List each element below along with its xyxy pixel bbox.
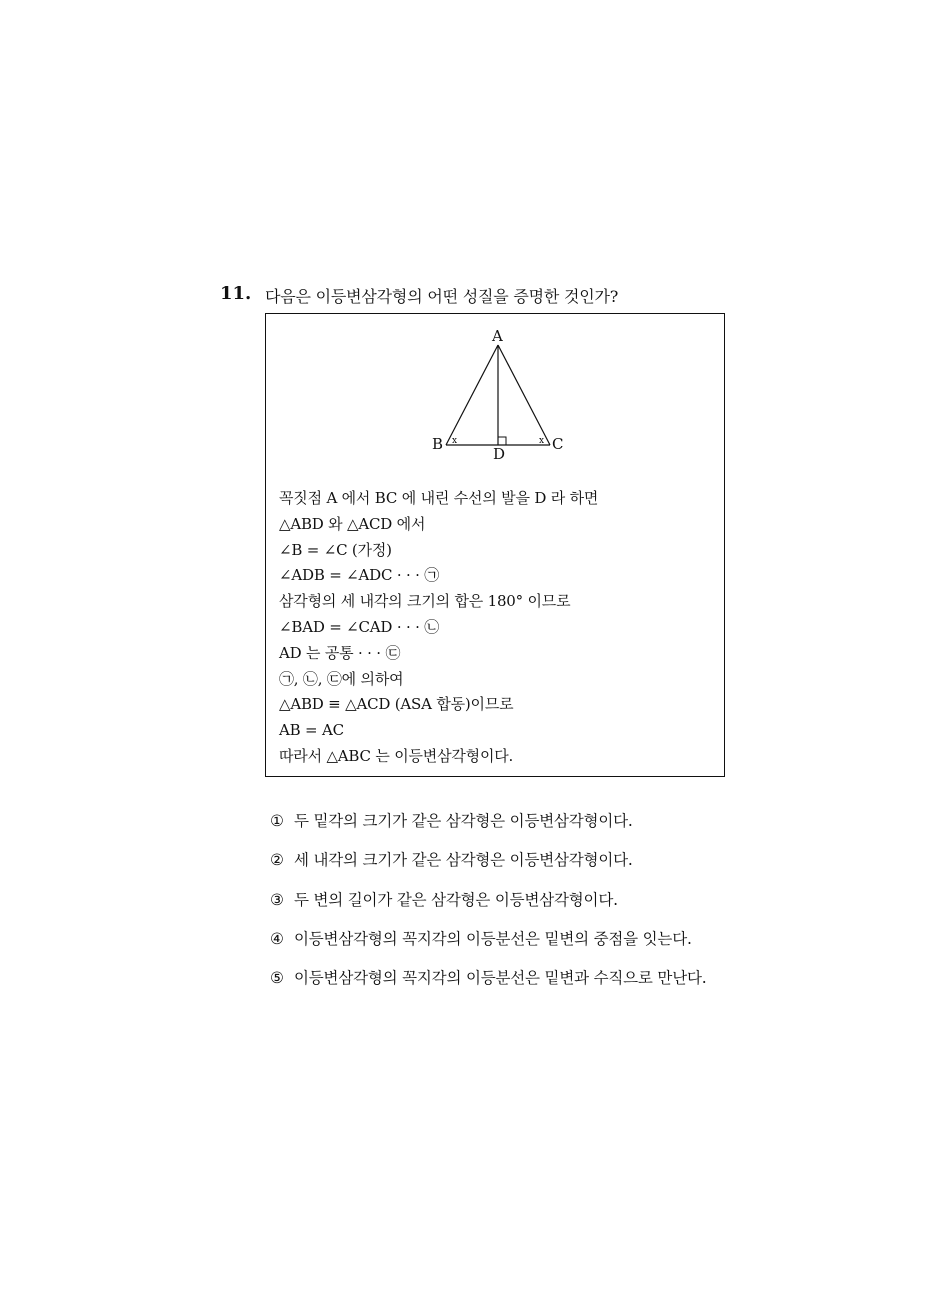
question-text: 다음은 이등변삼각형의 어떤 성질을 증명한 것인가?	[265, 287, 619, 306]
choice-3[interactable]	[270, 887, 830, 926]
choice-text: 이등변삼각형의 꼭지각의 이등분선은 밑변과 수직으로 만난다.	[294, 969, 707, 988]
proof-line: AD 는 공통 · · · ㉢	[279, 643, 401, 662]
vertex-label-b: B	[432, 435, 444, 453]
proof-line: △ABD 와 △ACD 에서	[279, 514, 426, 533]
choice-number: ⑤	[270, 969, 284, 988]
triangle-diagram	[266, 314, 726, 474]
choice-2[interactable]	[270, 847, 830, 886]
question-number: 11.	[220, 283, 252, 304]
angle-mark-c: x	[539, 436, 545, 446]
choice-4[interactable]	[270, 926, 830, 965]
choice-text: 두 밑각의 크기가 같은 삼각형은 이등변삼각형이다.	[294, 812, 633, 830]
proof-line: 따라서 △ABC 는 이등변삼각형이다.	[279, 746, 514, 765]
proof-line: △ABD ≡ △ACD (ASA 합동)이므로	[279, 695, 514, 714]
choice-number: ②	[270, 851, 284, 870]
choice-text: 두 변의 길이가 같은 삼각형은 이등변삼각형이다.	[294, 890, 618, 909]
choice-number: ③	[270, 890, 284, 909]
choice-number: ④	[270, 929, 284, 948]
choice-text: 이등변삼각형의 꼭지각의 이등분선은 밑변의 중점을 잇는다.	[294, 929, 692, 948]
proof-line: 꼭짓점 A 에서 BC 에 내린 수선의 발을 D 라 하면	[279, 489, 599, 507]
triangle-figure	[266, 314, 726, 474]
choice-number: ①	[270, 812, 284, 830]
choice-text: 세 내각의 크기가 같은 삼각형은 이등변삼각형이다.	[294, 851, 633, 870]
proof-line: 삼각형의 세 내각의 크기의 합은 180° 이므로	[279, 592, 571, 611]
vertex-label-a: A	[492, 327, 503, 345]
side-ab	[446, 345, 498, 445]
side-ac	[498, 345, 550, 445]
proof-box	[265, 313, 725, 777]
proof-line: ∠ADB = ∠ADC · · · ㉠	[279, 566, 440, 585]
choice-5[interactable]	[270, 965, 830, 1004]
answer-choices	[270, 808, 830, 1004]
right-angle-mark	[498, 437, 506, 445]
proof-line: ∠BAD = ∠CAD · · · ㉡	[279, 617, 440, 636]
proof-line: AB = AC	[279, 721, 344, 740]
vertex-label-d: D	[493, 445, 506, 463]
proof-text	[279, 486, 719, 770]
proof-line: ㉠, ㉡, ㉢에 의하여	[279, 669, 404, 688]
proof-line: ∠B = ∠C (가정)	[279, 540, 392, 559]
vertex-label-c: C	[552, 435, 564, 453]
angle-mark-b: x	[452, 436, 458, 446]
choice-1[interactable]	[270, 808, 830, 847]
